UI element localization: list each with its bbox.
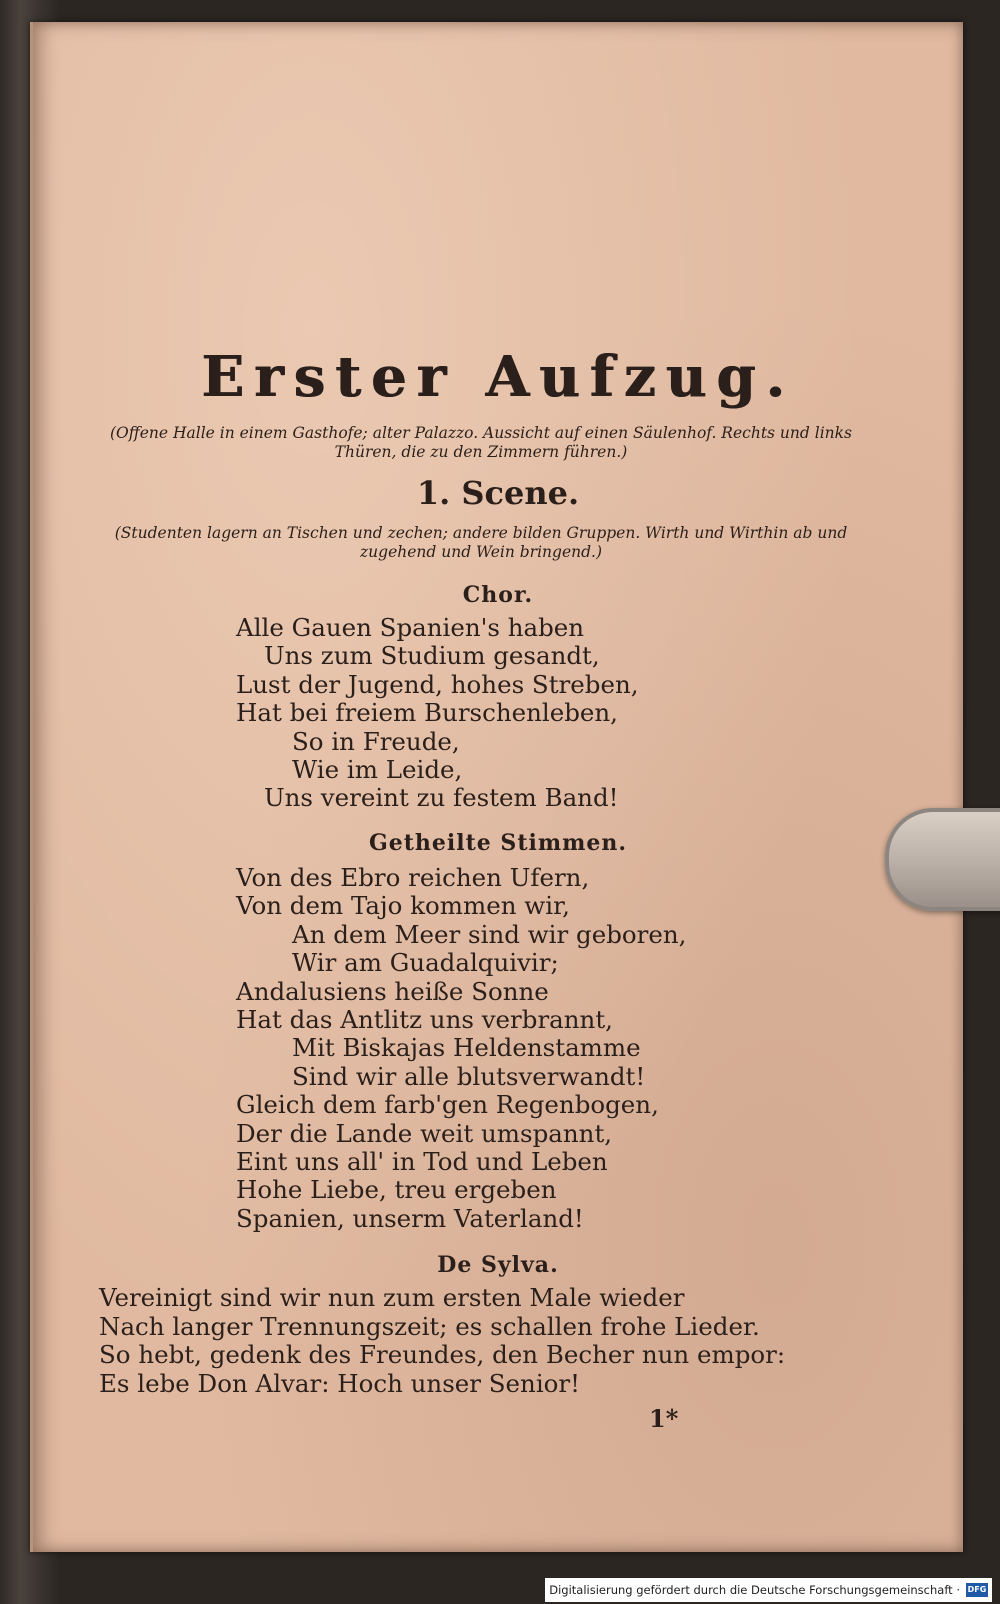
verse-line: Der die Lande weit umspannt, — [236, 1118, 613, 1148]
speaker-getheilte-stimmen: Getheilte Stimmen. — [368, 830, 628, 856]
dfg-logo-icon: DFG — [966, 1583, 988, 1597]
sylva-verse — [99, 1284, 785, 1398]
verse-line: Sind wir alle blutsverwandt! — [292, 1061, 646, 1091]
verse-line: Hat das Antlitz uns verbrannt, — [236, 1005, 613, 1035]
verse-line: Uns vereint zu festem Band! — [264, 783, 619, 813]
getheilte-verse — [236, 864, 686, 1233]
book-page — [30, 22, 963, 1552]
verse-line: Uns zum Studium gesandt, — [264, 641, 600, 671]
credit-text: Digitalisierung gefördert durch die Deutsche Forschungsgemeinschaft · — [549, 1583, 960, 1597]
verse-line: Lust der Jugend, hohes Streben, — [236, 669, 639, 699]
verse-line: Von des Ebro reichen Ufern, — [236, 863, 590, 892]
verse-line: Es lebe Don Alvar: Hoch unser Senior! — [99, 1368, 580, 1398]
chor-verse — [236, 614, 639, 813]
stage-direction-scene: (Studenten lagern an Tischen und zechen; andere bilden Gruppen. Wirth und Wirthin ab und zugehend und Wein bringend.) — [114, 524, 848, 561]
verse-line: Wir am Guadalquivir; — [292, 948, 559, 978]
scene-heading: 1. Scene. — [416, 474, 580, 512]
verse-line: Alle Gauen Spanien's haben — [236, 613, 585, 642]
verse-line: Hohe Liebe, treu ergeben — [236, 1175, 557, 1205]
stage-direction-setting: (Offene Halle in einem Gasthofe; alter Palazzo. Aussicht auf einen Säulenhof. Rechts und links Thüren, die zu den Zimmern führen.) — [109, 424, 852, 461]
verse-line: Wie im Leide, — [292, 755, 463, 785]
verse-line: So hebt, gedenk des Freundes, den Becher nun empor: — [99, 1340, 786, 1370]
verse-line: Vereinigt sind wir nun zum ersten Male wieder — [99, 1283, 685, 1312]
paper-clip — [885, 808, 1000, 911]
page-content — [33, 22, 963, 1552]
act-title: Erster Aufzug. — [201, 344, 795, 410]
verse-line: Hat bei freiem Burschenleben, — [236, 698, 618, 728]
verse-line: So in Freude, — [292, 726, 460, 756]
verse-line: Mit Biskajas Heldenstamme — [292, 1033, 641, 1063]
speaker-chor: Chor. — [462, 582, 534, 608]
verse-line: Von dem Tajo kommen wir, — [236, 891, 570, 921]
verse-line: Nach langer Trennungszeit; es schallen frohe Lieder. — [99, 1311, 760, 1341]
digitization-credit — [545, 1578, 992, 1602]
speaker-de-sylva: De Sylva. — [437, 1252, 559, 1278]
printer-signature: 1* — [649, 1404, 679, 1433]
verse-line: Gleich dem farb'gen Regenbogen, — [236, 1090, 659, 1120]
verse-line: Spanien, unserm Vaterland! — [236, 1203, 584, 1233]
verse-line: Andalusiens heiße Sonne — [236, 976, 549, 1006]
verse-line: An dem Meer sind wir geboren, — [292, 919, 687, 949]
verse-line: Eint uns all' in Tod und Leben — [236, 1147, 608, 1177]
